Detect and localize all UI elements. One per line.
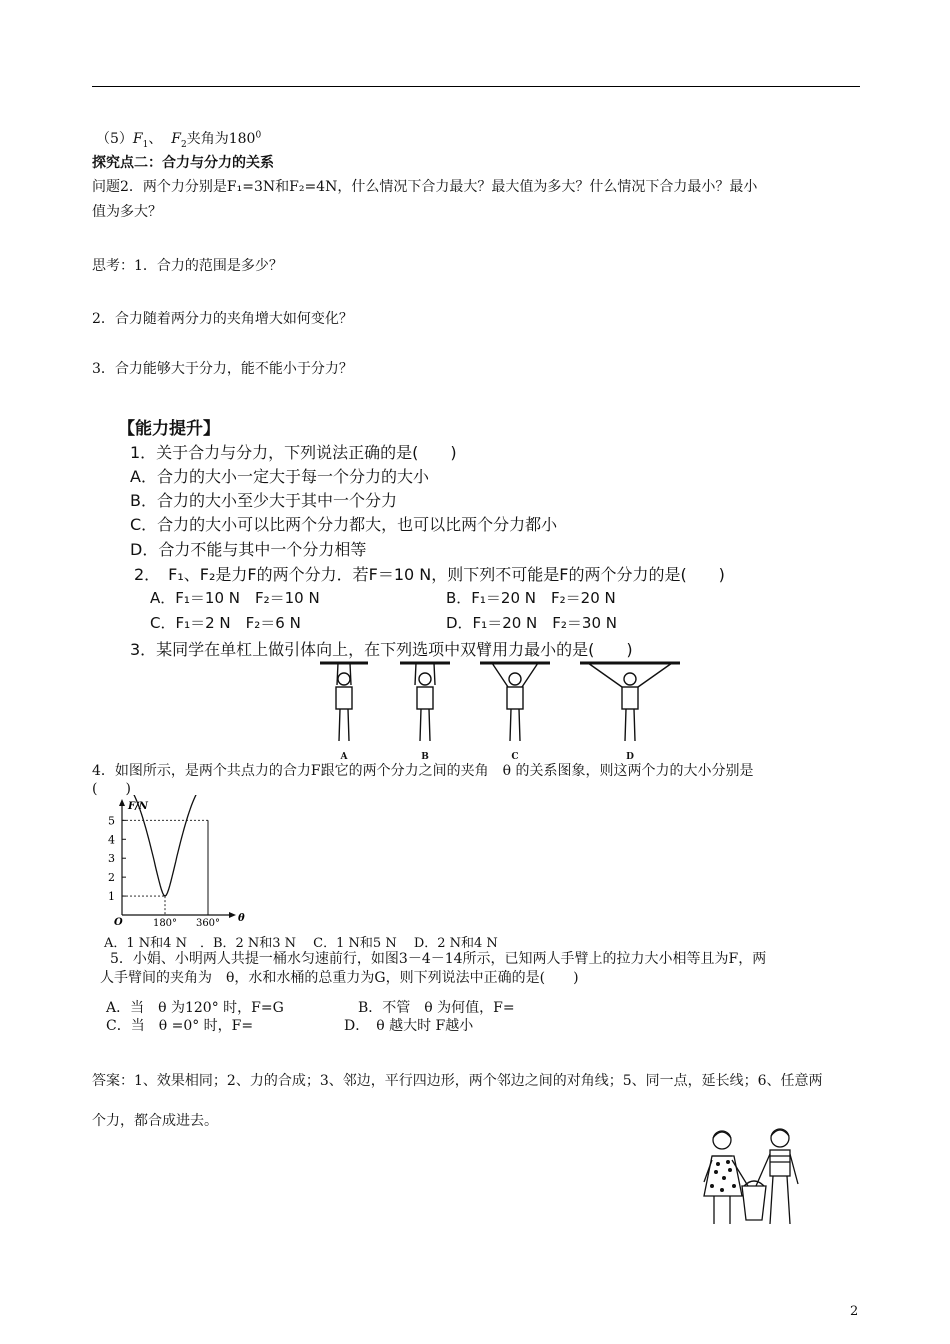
question-5-line1: 5．小娟、小明两人共提一桶水匀速前行，如图3－4－14所示，已知两人手臂上的拉力大小相等且为F，两 bbox=[110, 951, 767, 967]
figure-label-d: D bbox=[626, 752, 634, 762]
y-tick-label: 5 bbox=[108, 814, 115, 828]
ability-title: 【能力提升】 bbox=[118, 419, 220, 439]
section-2-title: 探究点二：合力与分力的关系 bbox=[92, 155, 274, 171]
ability-q2-option-c: C．F₁＝2 N F₂＝6 N bbox=[150, 614, 301, 632]
ability-q1-option-d: D．合力不能与其中一个分力相等 bbox=[130, 540, 367, 559]
question-4-line2: ( ) bbox=[92, 781, 131, 797]
figure-label-a: A bbox=[340, 752, 348, 762]
figure-label-c: C bbox=[511, 752, 519, 762]
figure-label-b: B bbox=[421, 752, 429, 762]
pull-up-figures bbox=[310, 657, 690, 765]
question-4-options: A．1 N和4 N ．B．2 N和3 N C．1 N和5 N D．2 N和4 N bbox=[104, 936, 498, 951]
question-5-option-c: C．当 θ =0° 时，F= bbox=[106, 1018, 254, 1034]
y-axis-label: F/N bbox=[128, 801, 148, 812]
question-2-line1: 问题2．两个力分别是F₁=3N和F₂=4N，什么情况下合力最大？最大值为多大？什么情况下合力最小？最小 bbox=[92, 179, 758, 195]
force-angle-chart bbox=[100, 795, 250, 932]
x-tick-label: 180° bbox=[152, 918, 178, 928]
ability-q2-option-b: B．F₁＝20 N F₂＝20 N bbox=[446, 589, 616, 607]
header-rule bbox=[92, 86, 860, 87]
question-4-line1: 4．如图所示，是两个共点力的合力F跟它的两个分力之间的夹角 θ 的关系图象，则这两个力的大小分别是 bbox=[92, 763, 754, 779]
think-2: 2．合力随着两分力的夹角增大如何变化？ bbox=[92, 311, 353, 327]
y-tick-label: 2 bbox=[108, 871, 115, 885]
x-tick-label: 360° bbox=[195, 918, 221, 928]
answer-line2: 个力，都合成进去。 bbox=[92, 1113, 218, 1129]
x-axis-arrow bbox=[229, 912, 236, 918]
ability-q3: 3．某同学在单杠上做引体向上，在下列选项中双臂用力最小的是( ) bbox=[130, 640, 633, 659]
question-5-option-d: D． θ 越大时 F越小 bbox=[344, 1018, 474, 1034]
ability-q1: 1．关于合力与分力，下列说法正确的是( ) bbox=[130, 443, 457, 462]
think-3: 3．合力能够大于分力，能不能小于分力？ bbox=[92, 361, 353, 377]
page-number: 2 bbox=[850, 1304, 859, 1319]
question-5-option-b: B．不管 θ 为何值，F= bbox=[358, 1000, 515, 1016]
y-tick-label: 3 bbox=[108, 852, 115, 866]
think-1: 思考：1．合力的范围是多少？ bbox=[92, 258, 283, 274]
item-5-text: $(5)F_1$、 $F_2$夹角为$180^0$ bbox=[96, 130, 262, 150]
y-tick-label: 1 bbox=[108, 890, 115, 904]
ability-q2: 2． F₁、F₂是力F的两个分力．若F＝10 N，则下列不可能是F的两个分力的是( ) bbox=[134, 565, 725, 584]
origin-label: O bbox=[114, 917, 123, 928]
y-tick-label: 4 bbox=[108, 833, 115, 847]
children-bucket-illustration bbox=[696, 1126, 808, 1238]
ability-q1-option-b: B．合力的大小至少大于其中一个分力 bbox=[130, 491, 397, 510]
question-2-line2: 值为多大？ bbox=[92, 204, 162, 220]
ability-q1-option-a: A．合力的大小一定大于每一个分力的大小 bbox=[130, 467, 429, 486]
question-5-line2: 人手臂间的夹角为 θ，水和水桶的总重力为G，则下列说法中正确的是( ) bbox=[100, 970, 579, 986]
ability-q2-option-d: D．F₁＝20 N F₂＝30 N bbox=[446, 614, 617, 632]
question-5-option-a: A．当 θ 为120° 时，F=G bbox=[106, 1000, 284, 1016]
ability-q1-option-c: C．合力的大小可以比两个分力都大，也可以比两个分力都小 bbox=[130, 515, 558, 534]
answer-line1: 答案：1、效果相同；2、力的合成；3、邻边，平行四边形，两个邻边之间的对角线；5、同一点，延长线；6、任意两 bbox=[92, 1073, 823, 1089]
x-axis-label: θ bbox=[238, 913, 245, 924]
ability-q2-option-a: A．F₁＝10 N F₂＝10 N bbox=[150, 589, 320, 607]
y-axis-arrow bbox=[119, 799, 125, 806]
